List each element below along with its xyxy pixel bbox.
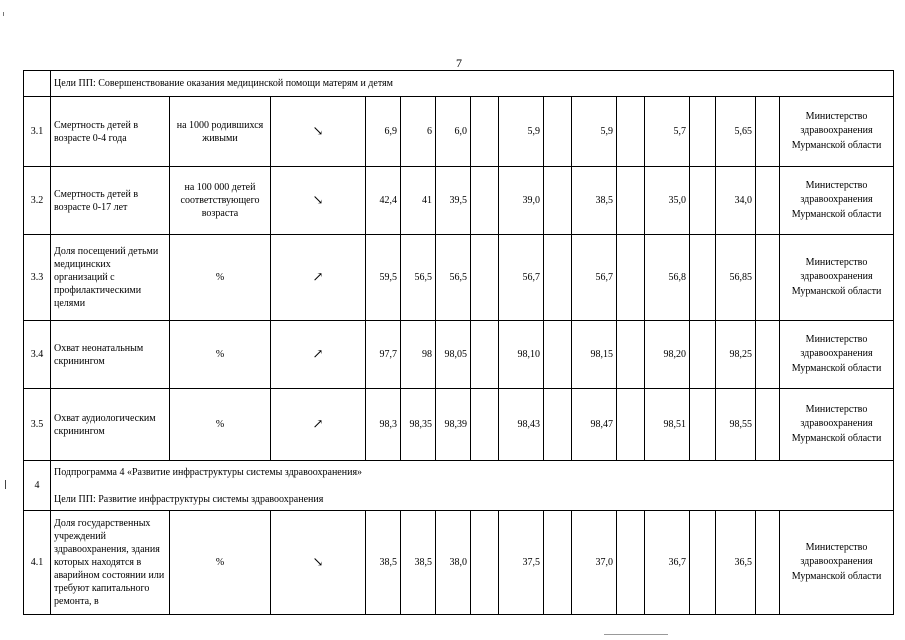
table-row — [24, 167, 894, 235]
value-cell: 98,51 — [645, 389, 690, 461]
unit-of-measure: % — [170, 511, 271, 615]
responsible-org: Министерство здравоохранения Мурманской области — [780, 167, 894, 235]
row-number: 3.3 — [24, 235, 51, 321]
value-cell — [617, 389, 645, 461]
table-body — [24, 71, 894, 615]
table-cell — [24, 71, 51, 97]
row-number: 3.1 — [24, 97, 51, 167]
unit-of-measure: на 100 000 детей соответствующего возраста — [170, 167, 271, 235]
value-cell: 38,5 — [366, 511, 401, 615]
value-cell: 39,5 — [436, 167, 471, 235]
value-cell: 98,10 — [499, 321, 544, 389]
value-cell: 5,65 — [716, 97, 756, 167]
value-cell — [617, 97, 645, 167]
indicators-table — [23, 70, 894, 615]
row-number: 3.2 — [24, 167, 51, 235]
row-number: 4.1 — [24, 511, 51, 615]
scan-mark — [604, 634, 668, 635]
value-cell: 36,5 — [716, 511, 756, 615]
value-cell — [471, 321, 499, 389]
row-number: 3.4 — [24, 321, 51, 389]
value-cell: 56,5 — [436, 235, 471, 321]
value-cell — [756, 321, 780, 389]
indicator-name: Смертность детей в возрасте 0-4 года — [51, 97, 170, 167]
value-cell: 98,43 — [499, 389, 544, 461]
row-number: 3.5 — [24, 389, 51, 461]
table-row — [24, 321, 894, 389]
value-cell: 6 — [401, 97, 436, 167]
indicator-name: Доля посещений детьми медицинских организаций с профилактическими целями — [51, 235, 170, 321]
value-cell: 98 — [401, 321, 436, 389]
responsible-org: Министерство здравоохранения Мурманской области — [780, 321, 894, 389]
value-cell: 56,5 — [401, 235, 436, 321]
value-cell: 56,7 — [572, 235, 617, 321]
value-cell — [617, 167, 645, 235]
responsible-org: Министерство здравоохранения Мурманской области — [780, 97, 894, 167]
value-cell — [544, 235, 572, 321]
value-cell — [756, 167, 780, 235]
value-cell: 6,0 — [436, 97, 471, 167]
value-cell — [544, 167, 572, 235]
value-cell — [690, 97, 716, 167]
value-cell: 38,0 — [436, 511, 471, 615]
value-cell: 98,55 — [716, 389, 756, 461]
value-cell: 98,20 — [645, 321, 690, 389]
value-cell: 41 — [401, 167, 436, 235]
indicator-name: Смертность детей в возрасте 0-17 лет — [51, 167, 170, 235]
trend-arrow-icon: ↘ — [271, 511, 366, 615]
value-cell: 5,9 — [572, 97, 617, 167]
value-cell — [471, 511, 499, 615]
indicator-name: Охват неонатальным скринингом — [51, 321, 170, 389]
value-cell: 56,7 — [499, 235, 544, 321]
table-row — [24, 235, 894, 321]
value-cell: 6,9 — [366, 97, 401, 167]
table-row — [24, 389, 894, 461]
table-row — [24, 97, 894, 167]
responsible-org: Министерство здравоохранения Мурманской области — [780, 389, 894, 461]
responsible-org: Министерство здравоохранения Мурманской области — [780, 235, 894, 321]
value-cell: 34,0 — [716, 167, 756, 235]
value-cell — [544, 389, 572, 461]
value-cell: 5,9 — [499, 97, 544, 167]
value-cell: 37,5 — [499, 511, 544, 615]
value-cell: 98,3 — [366, 389, 401, 461]
value-cell — [471, 235, 499, 321]
row-number: 4 — [24, 461, 51, 511]
value-cell — [690, 389, 716, 461]
value-cell: 97,7 — [366, 321, 401, 389]
indicator-name: Охват аудиологическим скринингом — [51, 389, 170, 461]
value-cell — [756, 235, 780, 321]
value-cell: 98,05 — [436, 321, 471, 389]
trend-arrow-icon: ↗ — [271, 235, 366, 321]
value-cell: 38,5 — [401, 511, 436, 615]
value-cell — [690, 167, 716, 235]
page-number: 7 — [456, 56, 462, 70]
scan-mark — [5, 480, 6, 489]
value-cell — [471, 389, 499, 461]
value-cell: 98,47 — [572, 389, 617, 461]
value-cell — [617, 235, 645, 321]
subprogram-goal: Цели ПП: Развитие инфраструктуры системы здравоохранения — [54, 493, 324, 505]
unit-of-measure: % — [170, 235, 271, 321]
value-cell: 36,7 — [645, 511, 690, 615]
value-cell — [471, 167, 499, 235]
value-cell — [690, 321, 716, 389]
trend-arrow-icon: ↗ — [271, 389, 366, 461]
value-cell: 56,85 — [716, 235, 756, 321]
value-cell: 59,5 — [366, 235, 401, 321]
trend-arrow-icon: ↗ — [271, 321, 366, 389]
table-row — [24, 511, 894, 615]
value-cell: 42,4 — [366, 167, 401, 235]
value-cell — [617, 511, 645, 615]
value-cell — [690, 511, 716, 615]
value-cell — [617, 321, 645, 389]
value-cell: 56,8 — [645, 235, 690, 321]
value-cell — [544, 321, 572, 389]
value-cell — [756, 389, 780, 461]
value-cell — [756, 511, 780, 615]
value-cell — [544, 97, 572, 167]
value-cell: 35,0 — [645, 167, 690, 235]
value-cell — [471, 97, 499, 167]
value-cell — [756, 97, 780, 167]
goal-row — [24, 71, 894, 97]
indicator-name: Доля государственных учреждений здравоохранения, здания которых находятся в аварийном состоянии или требуют капитального ремонта, в — [51, 511, 170, 615]
value-cell — [690, 235, 716, 321]
responsible-org: Министерство здравоохранения Мурманской области — [780, 511, 894, 615]
value-cell: 37,0 — [572, 511, 617, 615]
trend-arrow-icon: ↘ — [271, 167, 366, 235]
subprogram-cell — [51, 461, 894, 511]
scan-mark — [3, 12, 4, 16]
value-cell: 98,25 — [716, 321, 756, 389]
goal-text: Цели ПП: Совершенствование оказания медицинской помощи матерям и детям — [51, 71, 894, 97]
unit-of-measure: на 1000 родившихся живыми — [170, 97, 271, 167]
subprogram-title: Подпрограмма 4 «Развитие инфраструктуры системы здравоохранения» — [54, 466, 363, 478]
trend-arrow-icon: ↘ — [271, 97, 366, 167]
value-cell: 38,5 — [572, 167, 617, 235]
value-cell: 39,0 — [499, 167, 544, 235]
unit-of-measure: % — [170, 321, 271, 389]
value-cell: 98,39 — [436, 389, 471, 461]
value-cell: 98,35 — [401, 389, 436, 461]
unit-of-measure: % — [170, 389, 271, 461]
value-cell: 98,15 — [572, 321, 617, 389]
subprogram-row — [24, 461, 894, 511]
value-cell: 5,7 — [645, 97, 690, 167]
value-cell — [544, 511, 572, 615]
